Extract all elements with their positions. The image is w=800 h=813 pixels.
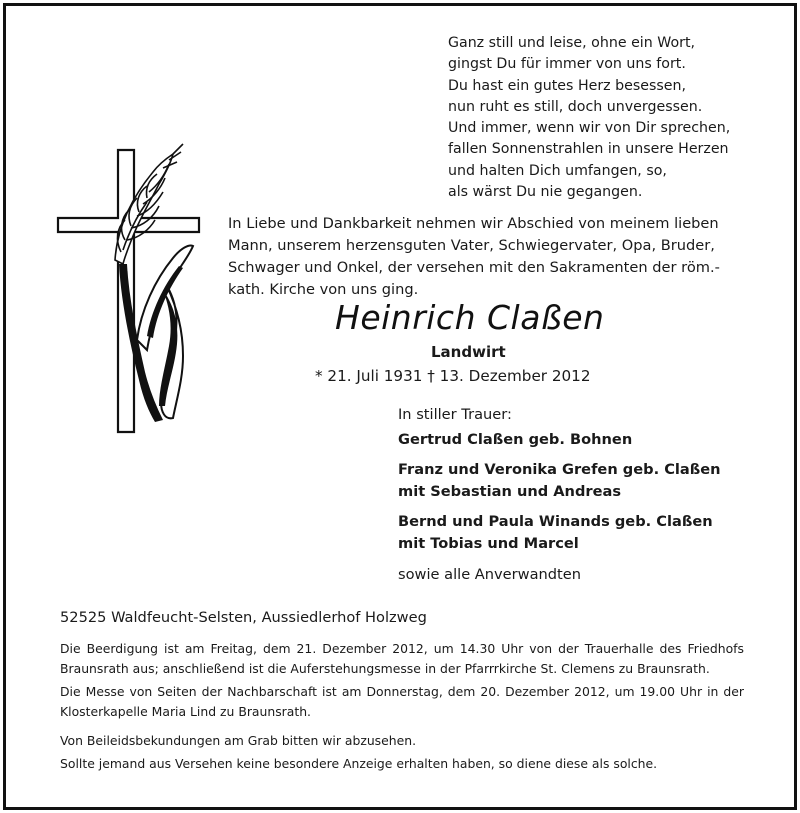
poem bbox=[448, 33, 768, 203]
mourner-line: mit Tobias und Marcel bbox=[398, 535, 579, 552]
mourner-line: mit Sebastian und Andreas bbox=[398, 483, 622, 500]
condolence-note: Von Beileidsbekundungen am Grab bitten wir abzusehen. bbox=[60, 733, 417, 748]
notice-note: Sollte jemand aus Versehen keine besondere Anzeige erhalten haben, so diene diese als solche. bbox=[60, 755, 658, 771]
cross-with-wheat-icon bbox=[55, 140, 215, 444]
mourner-line: Franz und Veronika Grefen geb. Claßen bbox=[398, 460, 721, 478]
poem-line: fallen Sonnenstrahlen in unsere Herzen bbox=[448, 141, 729, 158]
poem-line: Ganz still und leise, ohne ein Wort, bbox=[448, 35, 696, 51]
mourner-group bbox=[398, 511, 778, 556]
poem-line: Du hast ein gutes Herz besessen, bbox=[448, 77, 686, 94]
mourner-line: Bernd und Paula Winands geb. Claßen bbox=[398, 512, 713, 530]
intro-line: Schwager und Onkel, der versehen mit den Sakramenten der röm.- bbox=[228, 259, 720, 276]
funeral-paragraph: Die Beerdigung ist am Freitag, dem 21. Dezember 2012, um 14.30 Uhr von der Trauerhalle des Friedhofs Braunsrath aus; anschließend ist die Auferstehungsmesse in der Pfarrrkirche St. Clemens zu Braunsrath. bbox=[60, 641, 744, 676]
mourner-line: Gertrud Claßen geb. Bohnen bbox=[398, 431, 633, 448]
mourners-list bbox=[398, 404, 778, 586]
funeral-details bbox=[60, 639, 744, 773]
mourner-group bbox=[398, 429, 778, 452]
poem-line: gingst Du für immer von uns fort. bbox=[448, 56, 686, 73]
intro-line: kath. Kirche von uns ging. bbox=[228, 281, 419, 298]
mourners-lead: In stiller Trauer: bbox=[398, 406, 512, 423]
poem-line: als wärst Du nie gegangen. bbox=[448, 184, 643, 201]
intro-paragraph bbox=[228, 213, 776, 301]
intro-line: In Liebe und Dankbarkeit nehmen wir Abschied von meinem lieben bbox=[228, 215, 719, 232]
mourner-group bbox=[398, 459, 778, 504]
mourners-tail: sowie alle Anverwandten bbox=[398, 565, 581, 583]
poem-line: nun ruht es still, doch unvergessen. bbox=[448, 98, 703, 115]
deceased-occupation: Landwirt bbox=[431, 343, 506, 361]
deceased-name: Heinrich Claßen bbox=[335, 298, 605, 337]
poem-line: und halten Dich umfangen, so, bbox=[448, 162, 667, 179]
poem-line: Und immer, wenn wir von Dir sprechen, bbox=[448, 120, 731, 137]
address: 52525 Waldfeucht-Selsten, Aussiedlerhof Holzweg bbox=[60, 609, 427, 626]
intro-line: Mann, unserem herzensguten Vater, Schwiegervater, Opa, Bruder, bbox=[228, 237, 715, 254]
mass-paragraph: Die Messe von Seiten der Nachbarschaft ist am Donnerstag, dem 20. Dezember 2012, um 19.00 Uhr in der Klosterkapelle Maria Lind zu Braunsrath. bbox=[60, 684, 744, 719]
life-dates: * 21. Juli 1931 † 13. Dezember 2012 bbox=[315, 367, 591, 385]
